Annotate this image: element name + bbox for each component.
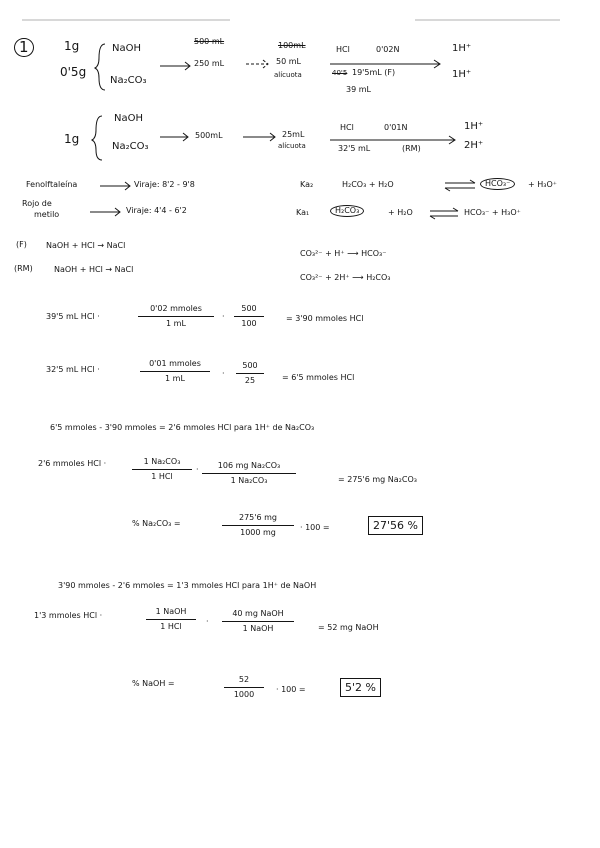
- arrow-1b: [246, 60, 268, 68]
- sample1-naoh: NaOH: [112, 43, 141, 54]
- eq-arrow-ka1: [430, 208, 458, 219]
- arrow-rojo: [90, 208, 120, 216]
- calc1-frac2: [234, 305, 264, 328]
- ka1-right: HCO₃⁻ + H₃O⁺: [464, 208, 521, 217]
- ka1-mid: + H₂O: [388, 208, 413, 217]
- calc4-frac2-num: 106 mg Na₂CO₃: [202, 462, 296, 474]
- sample1-aliquot-struck: 100mL: [278, 41, 306, 50]
- calc1-frac1-num: 0'02 mmoles: [138, 305, 214, 317]
- sample1-aliquot-label: alícuota: [274, 71, 302, 79]
- calc2-frac2: [236, 362, 264, 385]
- calc2-frac1-num: 0'01 mmoles: [140, 360, 210, 372]
- sample2-na2co3: Na₂CO₃: [112, 141, 149, 152]
- pct-naoh-times: · 100 =: [276, 685, 306, 694]
- reaction-f-label: (F): [16, 240, 27, 249]
- sample2-mass: 1g: [64, 132, 80, 146]
- arrow-2b: [243, 133, 275, 141]
- calc1-frac2-den: 100: [241, 319, 257, 328]
- sample1-vol-total: 39 mL: [346, 85, 371, 94]
- sample1-vol-struck: 40'5: [332, 69, 348, 77]
- indicator-rojo-name-2: metilo: [34, 210, 60, 219]
- sample2-mark: (RM): [402, 144, 421, 153]
- calc4-frac1-den: 1 HCl: [151, 472, 173, 481]
- reaction-f-eq: NaOH + HCl → NaCl: [46, 241, 126, 250]
- reaction-co3-2: CO₃²⁻ + 2H⁺ ⟶ H₂CO₃: [300, 273, 391, 282]
- calc5-text: 3'90 mmoles - 2'6 mmoles = 1'3 mmoles HCl para 1H⁺ de NaOH: [58, 581, 317, 590]
- eq-arrow-ka2: [445, 180, 475, 191]
- arrow-fenol: [100, 182, 130, 190]
- calc3-text: 6'5 mmoles - 3'90 mmoles = 2'6 mmoles HCl para 1H⁺ de Na₂CO₃: [50, 423, 315, 432]
- ka2-label: Ka₂: [300, 180, 314, 189]
- calc4-frac2-den: 1 Na₂CO₃: [230, 476, 268, 485]
- calc4-frac2: [202, 462, 296, 485]
- reaction-co3-1: CO₃²⁻ + H⁺ ⟶ HCO₃⁻: [300, 249, 387, 258]
- ka1-circled: H₂CO₃: [330, 205, 364, 217]
- ka1-label: Ka₁: [296, 208, 310, 217]
- sample2-titrant: HCl: [340, 123, 354, 132]
- sample1-hplus-bottom: 1H⁺: [452, 69, 472, 80]
- calc1-frac1: [138, 305, 214, 328]
- ka2-circled: HCO₃⁻: [480, 178, 515, 190]
- ka2-left: H₂CO₃ + H₂O: [342, 180, 394, 189]
- sample1-flask-struck: 500 mL: [194, 37, 225, 46]
- sample1-titrant: HCl: [336, 45, 350, 54]
- sample1-na2co3: Na₂CO₃: [110, 75, 147, 86]
- sample1-conc: 0'02N: [376, 45, 400, 54]
- sample2-flask: 500mL: [195, 131, 223, 140]
- pct-naoh-result: 5'2 %: [340, 678, 381, 697]
- calc4-frac1: [132, 458, 192, 481]
- sample1-hplus-top: 1H⁺: [452, 43, 472, 54]
- calc2-frac2-den: 25: [244, 376, 256, 385]
- calc6-frac2-num: 40 mg NaOH: [222, 610, 294, 622]
- calc6-result: = 52 mg NaOH: [318, 623, 379, 632]
- indicator-fenol-name: Fenolftaleína: [26, 180, 78, 189]
- pct-naoh-frac: [224, 676, 264, 699]
- brace-sample1: [95, 44, 105, 90]
- arrow-2a: [160, 133, 188, 141]
- calc4-dot: ·: [196, 465, 199, 474]
- calc6-frac1: [146, 608, 196, 631]
- pct-na2co3-den: 1000 mg: [240, 528, 276, 537]
- calc4-result: = 275'6 mg Na₂CO₃: [338, 475, 417, 484]
- sample2-naoh: NaOH: [114, 113, 143, 124]
- sample2-hplus-top: 1H⁺: [464, 121, 484, 132]
- pct-na2co3-num: 275'6 mg: [222, 514, 294, 526]
- calc1-dot: ·: [222, 312, 225, 321]
- arrow-2c: [330, 136, 455, 144]
- ka2-right: + H₃O⁺: [528, 180, 557, 189]
- indicator-rojo-range: Viraje: 4'4 - 6'2: [126, 206, 187, 215]
- calc6-frac2: [222, 610, 294, 633]
- calc4-lead: 2'6 mmoles HCl ·: [38, 459, 107, 468]
- calc6-frac2-den: 1 NaOH: [242, 624, 274, 633]
- sample2-aliquot: 25mL: [282, 130, 305, 139]
- calc4-frac1-num: 1 Na₂CO₃: [132, 458, 192, 470]
- calc2-result: = 6'5 mmoles HCl: [282, 373, 355, 382]
- pct-na2co3-frac: [222, 514, 294, 537]
- sample2-conc: 0'01N: [384, 123, 408, 132]
- brace-sample2: [92, 116, 102, 160]
- sample2-vol: 32'5 mL: [338, 144, 371, 153]
- calc6-lead: 1'3 mmoles HCl ·: [34, 611, 103, 620]
- reaction-rm-label: (RM): [14, 264, 33, 273]
- sample2-hplus-bottom: 2H⁺: [464, 140, 484, 151]
- sample1-aliquot: 50 mL: [276, 57, 301, 66]
- pct-naoh-den: 1000: [233, 690, 255, 699]
- calc1-result: = 3'90 mmoles HCl: [286, 314, 364, 323]
- calc2-dot: ·: [222, 369, 225, 378]
- calc6-frac1-num: 1 NaOH: [146, 608, 196, 620]
- indicator-fenol-range: Viraje: 8'2 - 9'8: [134, 180, 195, 189]
- arrow-1c: [330, 60, 440, 68]
- calc2-frac1-den: 1 mL: [165, 374, 185, 383]
- problem-number: 1: [14, 38, 34, 57]
- arrow-1a: [160, 62, 190, 70]
- pct-na2co3-result: 27'56 %: [368, 516, 423, 535]
- reaction-rm-eq: NaOH + HCl → NaCl: [54, 265, 134, 274]
- calc1-frac1-den: 1 mL: [166, 319, 186, 328]
- sample1-mass-bottom: 0'5g: [60, 65, 87, 79]
- calc6-frac1-den: 1 HCl: [160, 622, 182, 631]
- calc6-dot: ·: [206, 617, 209, 626]
- sample2-aliquot-label: alícuota: [278, 142, 306, 150]
- calc2-frac1: [140, 360, 210, 383]
- pct-naoh-num: 52: [224, 676, 264, 688]
- pct-naoh-lead: % NaOH =: [132, 679, 175, 688]
- sample1-flask: 250 mL: [194, 59, 225, 68]
- calc2-frac2-num: 500: [236, 362, 264, 374]
- sample1-vol-f: 19'5mL (F): [352, 68, 396, 77]
- indicator-rojo-name-1: Rojo de: [22, 199, 52, 208]
- calc1-lead: 39'5 mL HCl ·: [46, 312, 100, 321]
- calc2-lead: 32'5 mL HCl ·: [46, 365, 100, 374]
- pct-na2co3-times: · 100 =: [300, 523, 330, 532]
- sample1-mass-top: 1g: [64, 39, 80, 53]
- pct-na2co3-lead: % Na₂CO₃ =: [132, 519, 181, 528]
- calc1-frac2-num: 500: [234, 305, 264, 317]
